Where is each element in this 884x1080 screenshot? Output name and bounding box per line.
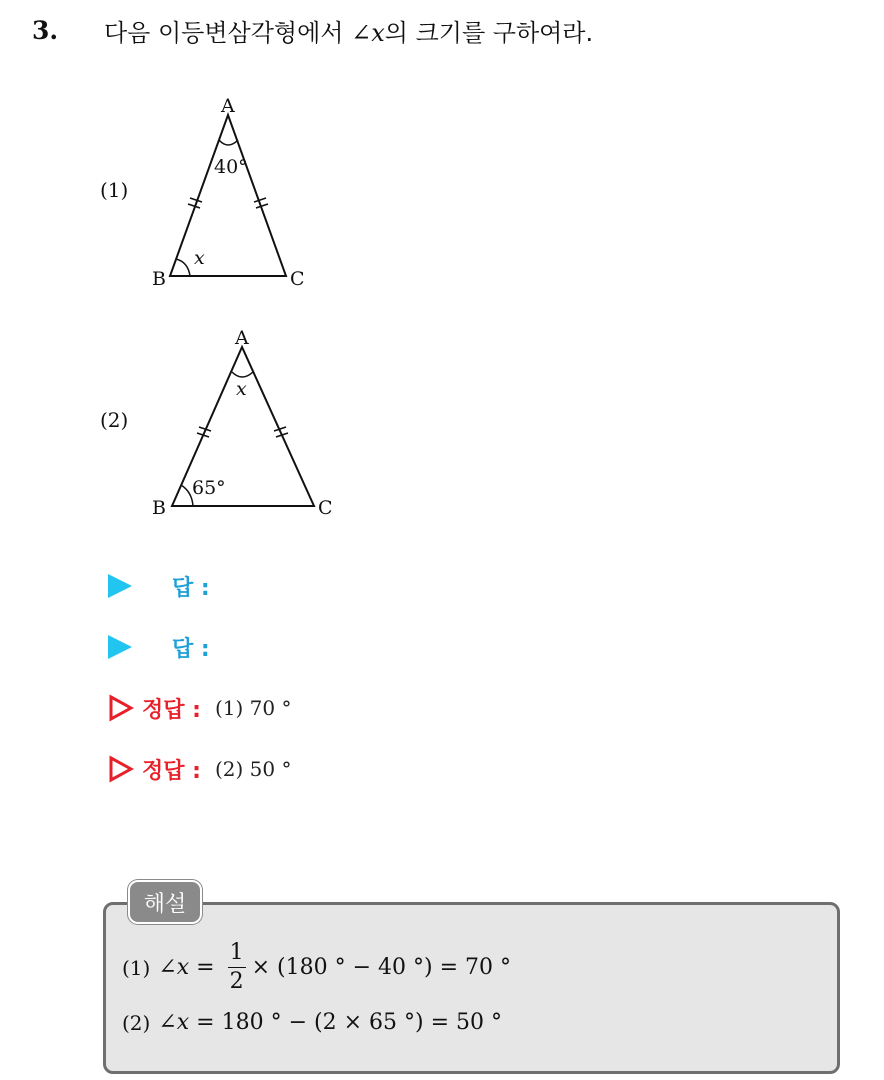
figure-2-triangle [140, 320, 360, 530]
correct-answer-value: (1) 70 ° [214, 696, 292, 720]
correct-answer-label: 정답 : [142, 758, 201, 784]
correct-answer-label: 정답 : [142, 697, 201, 723]
figure-1-label: (1) [100, 178, 129, 202]
answer-label: 답 : [172, 636, 210, 662]
answer-row-1 [108, 569, 210, 603]
triangle-1-vertex-a: A [221, 95, 235, 117]
play-arrow-icon [108, 635, 132, 659]
triangle-2-vertex-b: B [152, 497, 166, 519]
question-text-before: 다음 이등변삼각형에서 [104, 18, 352, 47]
triangle-1-arc-b [176, 259, 190, 276]
solution-tab: 해설 [128, 880, 202, 924]
answer-label: 답 : [172, 575, 210, 601]
fraction [228, 942, 246, 993]
triangle-2-arc-a [232, 372, 253, 377]
solution-line-2 [122, 1010, 502, 1035]
outline-arrow-icon [108, 694, 134, 722]
triangle-2-vertex-c: C [318, 497, 333, 519]
play-arrow-icon [108, 574, 132, 598]
fraction-denominator: 2 [229, 969, 244, 994]
figure-1-triangle [140, 88, 360, 298]
question-header [32, 12, 593, 48]
triangle-1-vertex-c: C [290, 268, 305, 290]
solution-line-2-lhs: ∠x = [158, 1010, 222, 1035]
triangle-1-shape [170, 115, 286, 276]
triangle-1-arc-a [219, 140, 238, 145]
outline-arrow-icon [108, 755, 134, 783]
correct-answer-value: (2) 50 ° [214, 757, 292, 781]
question-angle-var: ∠x [351, 18, 385, 47]
triangle-2-angle-a: x [236, 378, 247, 400]
question-number: 3. [32, 15, 59, 45]
triangle-1-vertex-b: B [152, 268, 166, 290]
solution-line-1-lhs: ∠x = [158, 955, 222, 980]
correct-answer-row-1 [108, 691, 291, 725]
solution-line-2-rhs: 180 ° − (2 × 65 °) = 50 ° [221, 1010, 502, 1035]
solution-line-2-label: (2) [122, 1010, 151, 1035]
correct-answer-row-2 [108, 752, 291, 786]
solution-line-1-label: (1) [122, 955, 151, 980]
triangle-1-angle-a: 40° [214, 156, 248, 178]
solution-line-1-rhs: × (180 ° − 40 °) = 70 ° [251, 955, 512, 980]
question-text [104, 13, 593, 48]
question-text-after: 의 크기를 구하여라. [384, 18, 594, 47]
triangle-2-vertex-a: A [235, 327, 249, 349]
fraction-numerator: 1 [229, 940, 244, 965]
solution-line-1 [122, 942, 511, 993]
answer-row-2 [108, 630, 210, 664]
triangle-2-angle-b: 65° [192, 477, 226, 499]
triangle-1-angle-b: x [194, 247, 205, 269]
figure-2-label: (2) [100, 408, 129, 432]
